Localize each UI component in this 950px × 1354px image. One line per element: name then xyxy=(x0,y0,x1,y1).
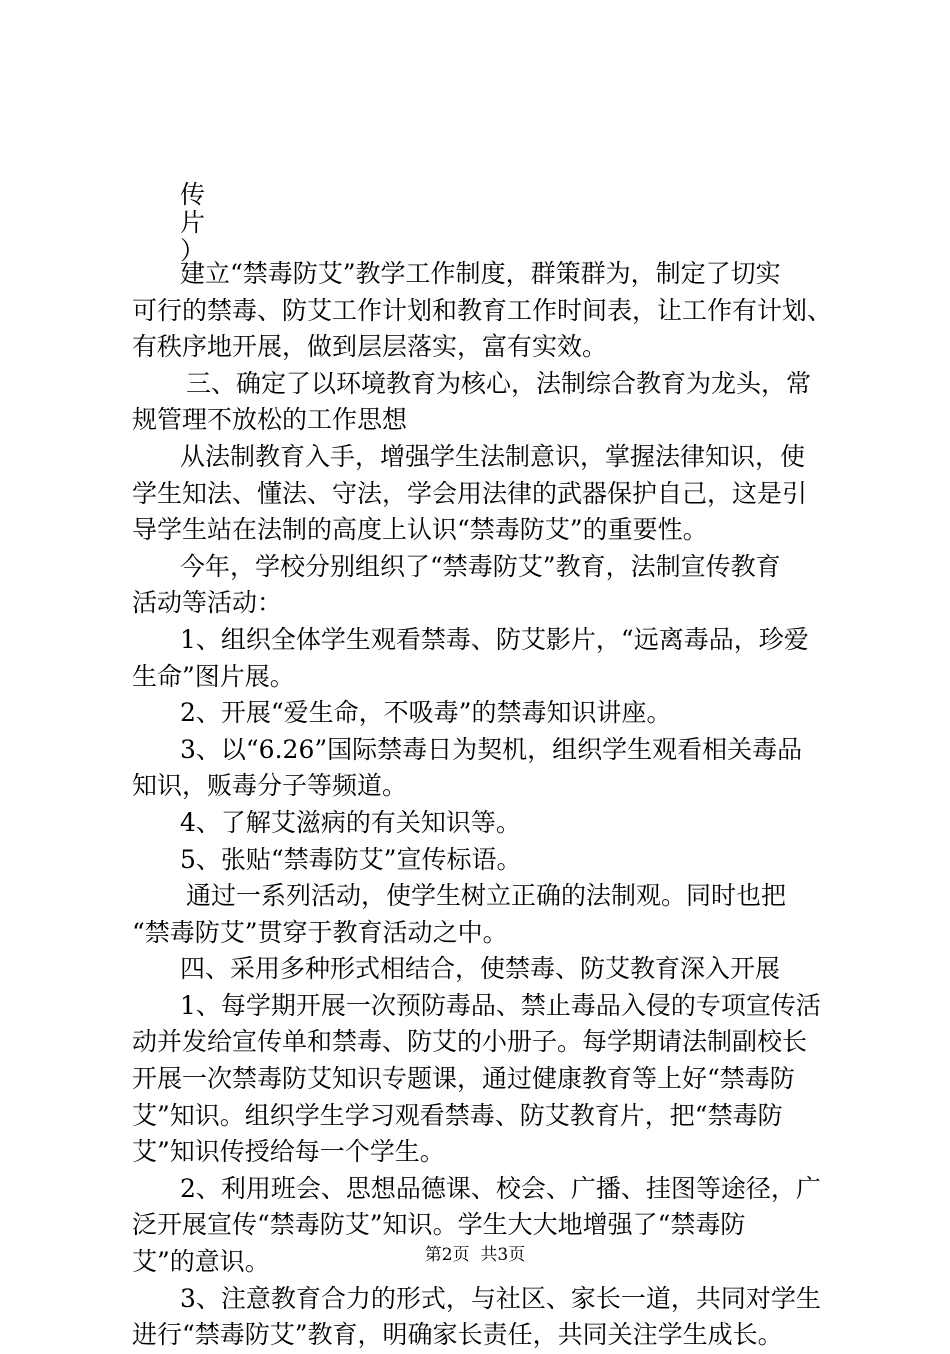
list-item-line: 4、了解艾滋病的有关知识等。 xyxy=(180,807,521,837)
paragraph-line: 今年，学校分别组织了“禁毒防艾”教育，法制宣传教育 xyxy=(180,551,781,581)
list-item-line: 3、注意教育合力的形式，与社区、家长一道，共同对学生 xyxy=(180,1283,821,1313)
section-heading-line: 规管理不放松的工作思想 xyxy=(132,405,408,435)
list-item-line: 进行“禁毒防艾”教育，明确家长责任，共同关注学生成长。 xyxy=(132,1320,783,1350)
document-body xyxy=(132,256,834,1354)
paragraph-line: “禁毒防艾”贯穿于教育活动之中。 xyxy=(132,917,508,947)
list-item-line: 3、以“6.26”国际禁毒日为契机，组织学生观看相关毒品 xyxy=(180,734,803,764)
paragraph-line: 有秩序地开展，做到层层落实，富有实效。 xyxy=(132,332,608,362)
list-item-line: 2、开展“爱生命，不吸毒”的禁毒知识讲座。 xyxy=(180,698,672,728)
vertical-fragment-char-1: 传 xyxy=(180,180,206,209)
list-item-line: 1、每学期开展一次预防毒品、禁止毒品入侵的专项宣传活 xyxy=(180,990,821,1020)
paragraph-line: 建立“禁毒防艾”教学工作制度，群策群为，制定了切实 xyxy=(180,259,781,288)
list-item-line: 生命”图片展。 xyxy=(132,661,295,691)
list-item-line: 泛开展宣传“禁毒防艾”知识。学生大大地增强了“禁毒防 xyxy=(132,1210,746,1240)
list-item-line: 知识，贩毒分子等频道。 xyxy=(132,771,408,801)
list-item-line: 5、张贴“禁毒防艾”宣传标语。 xyxy=(180,844,522,874)
list-item-line: 1、组织全体学生观看禁毒、防艾影片，“远离毒品，珍爱 xyxy=(180,624,809,654)
vertical-fragment-char-3: ） xyxy=(180,236,206,265)
paragraph-line: 学生知法、懂法、守法，学会用法律的武器保护自己，这是引 xyxy=(132,478,808,508)
list-item-line: 动并发给宣传单和禁毒、防艾的小册子。每学期请法制副校长 xyxy=(132,1027,808,1057)
vertical-fragment-char-2: 片 xyxy=(180,208,206,237)
paragraph-line: 通过一系列活动，使学生树立正确的法制观。同时也把 xyxy=(186,881,787,911)
paragraph-line: 可行的禁毒、防艾工作计划和教育工作时间表，让工作有计划、 xyxy=(132,295,833,325)
paragraph-line: 活动等活动： xyxy=(132,588,283,618)
paragraph-line: 从法制教育入手，增强学生法制意识，掌握法律知识，使 xyxy=(180,441,806,471)
list-item-line: 艾”知识。组织学生学习观看禁毒、防艾教育片，把“禁毒防 xyxy=(132,1100,783,1130)
list-item-line: 艾”的意识。 xyxy=(132,1247,270,1277)
list-item-line: 2、利用班会、思想品德课、校会、广播、挂图等途径，广 xyxy=(180,1173,821,1203)
section-heading-line: 四、采用多种形式相结合，使禁毒、防艾教育深入开展 xyxy=(180,954,781,984)
page-number-footer: 第2页 共3页 xyxy=(424,1245,526,1265)
list-item-line: 开展一次禁毒防艾知识专题课，通过健康教育等上好“禁毒防 xyxy=(132,1064,795,1094)
list-item-line: 艾”知识传授给每一个学生。 xyxy=(132,1137,445,1167)
section-heading-line: 三、确定了以环境教育为核心，法制综合教育为龙头，常 xyxy=(186,368,812,398)
paragraph-line: 导学生站在法制的高度上认识“禁毒防艾”的重要性。 xyxy=(132,515,708,545)
